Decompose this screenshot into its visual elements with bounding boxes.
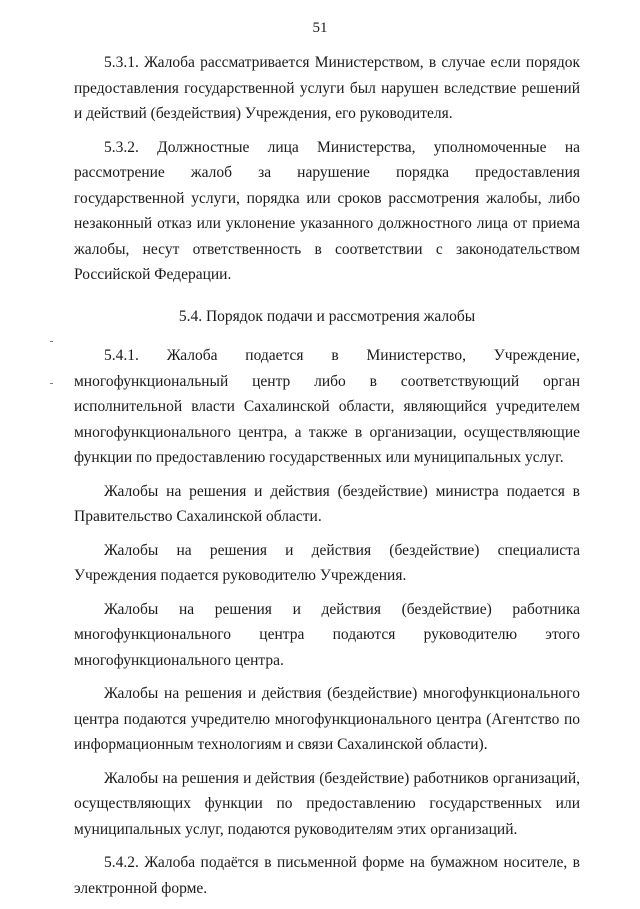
paragraph-5-3-1: 5.3.1. Жалоба рассматривается Министерством, в случае если порядок предоставления государственной услуги был нарушен вследствие решений и действий (бездействия) Учреждения, его руководителя. bbox=[74, 54, 580, 122]
scan-mark bbox=[50, 341, 53, 342]
paragraph-5-3-2: 5.3.2. Должностные лица Министерства, уполномоченные на рассмотрение жалоб за нарушение порядка предоставления государственной услуги, порядка или сроков рассмотрения жалобы, либо незаконный отказ или уклонение указанного должностного лица от приема жалобы, несут ответственность в соответствии с законодательством Российской Федерации. bbox=[74, 138, 580, 283]
paragraph-complaint-minister: Жалобы на решения и действия (бездействие) министра подается в Правительство Сахалинской области. bbox=[74, 482, 580, 525]
paragraph-complaint-specialist: Жалобы на решения и действия (бездействие) специалиста Учреждения подается руководителю Учреждения. bbox=[74, 541, 580, 584]
paragraph-complaint-organizations: Жалобы на решения и действия (бездействие) работников организаций, осуществляющих функции по предоставлению государственных или муниципальных услуг, подаются руководителям этих организаций. bbox=[74, 769, 580, 838]
scan-mark bbox=[50, 383, 53, 384]
paragraph-5-4-1: 5.4.1. Жалоба подается в Министерство, Учреждение, многофункциональный центр либо в соответствующий орган исполнительной власти Сахалинской области, являющийся учредителем многофункционального центра, а также в организации, осуществляющие функции по предоставлению государственных или муниципальных услуг. bbox=[74, 347, 580, 466]
page-number: 51 bbox=[312, 20, 328, 36]
paragraph-complaint-mfc-worker: Жалобы на решения и действия (бездействие) работника многофункционального центра подаются руководителю этого многофункционального центра. bbox=[74, 600, 580, 669]
paragraph-5-4-2: 5.4.2. Жалоба подаётся в письменной форме на бумажном носителе, в электронной форме. bbox=[74, 854, 580, 897]
paragraph-complaint-mfc: Жалобы на решения и действия (бездействие) многофункционального центра подаются учредителю многофункционального центра (Агентство по информационным технологиям и связи Сахалинской области). bbox=[74, 685, 580, 753]
section-heading-5-4: 5.4. Порядок подачи и рассмотрения жалобы bbox=[178, 307, 476, 325]
document-body bbox=[74, 50, 580, 909]
